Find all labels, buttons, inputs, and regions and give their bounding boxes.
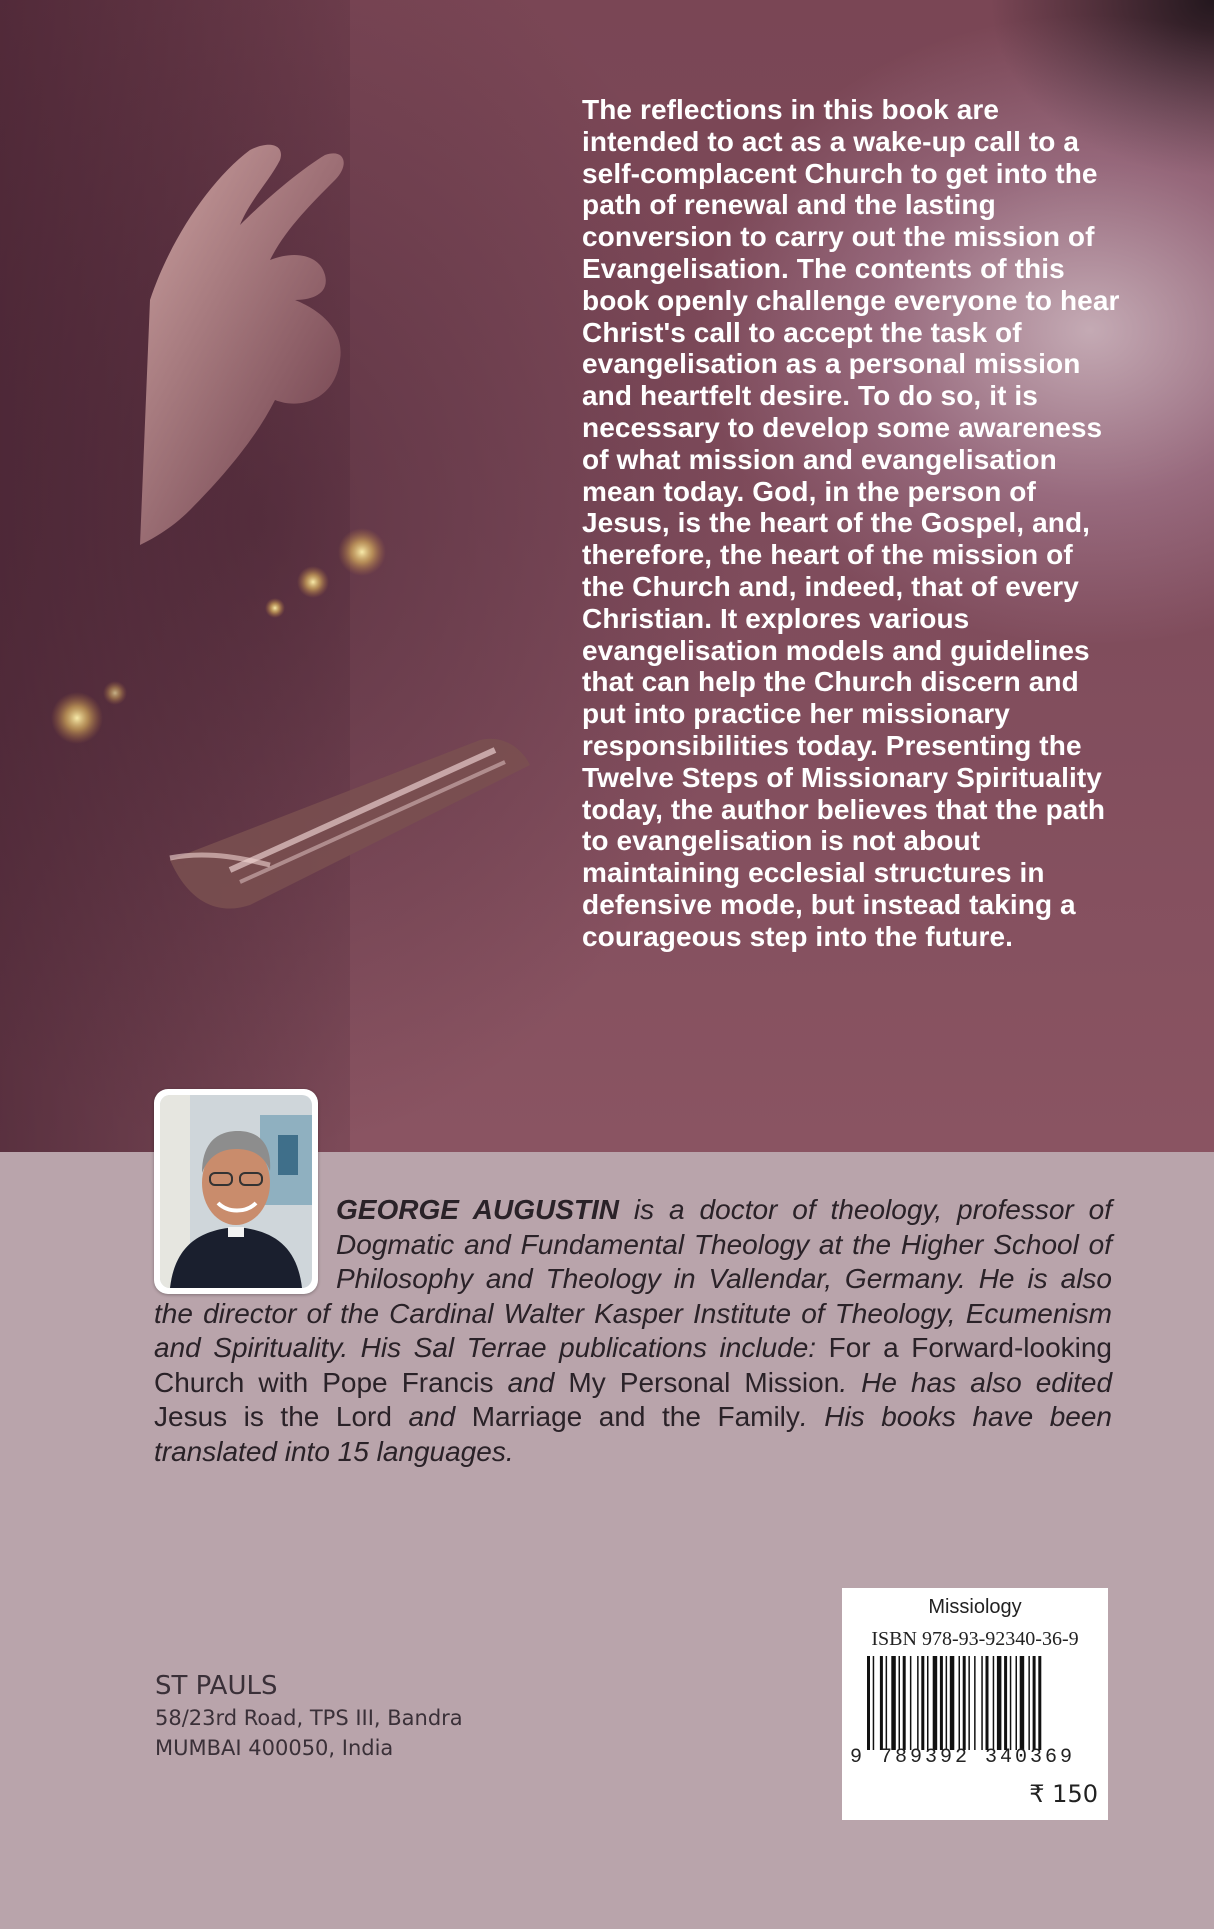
barcode-bar (940, 1656, 943, 1750)
barcode-bar (968, 1656, 970, 1750)
barcode-bar (927, 1656, 929, 1750)
subject-category: Missiology (928, 1596, 1022, 1618)
barcode-bar (997, 1656, 1002, 1750)
barcode-bar (950, 1656, 955, 1750)
publisher-address-line-2: MUMBAI 400050, India (155, 1736, 394, 1760)
barcode-bar (1038, 1656, 1041, 1750)
barcode-bar (1028, 1656, 1030, 1750)
open-book-shape (170, 739, 530, 909)
book-title-1: For a Forward-looking Church with Pope Francis (154, 1332, 1112, 1398)
back-cover-blurb: The reflections in this book are intended to act as a wake-up call to a self-complacent Church to get into the path of renewal and the lasting conversion to carry out the mission of Evangelisation. The contents of this book openly challenge everyone to hear Christ's call to accept the task of evangelisation as a personal mission and heartfelt desire. To do so, it is necessary to develop some awareness of what mission and evangelisation mean today. God, in the person of Jesus, is the heart of the Gospel, and, therefore, the heart of the mission of the Church and, indeed, that of every Christian. It explores various evangelisation models and guidelines that can help the Church discern and put into practice her missionary responsibilities today. Presenting the Twelve Steps of Missionary Spirituality today, the author believes that the path to evangelisation is not about maintaining ecclesial structures in defensive mode, but instead taking a courageous step into the future. (582, 94, 1120, 952)
bio-and-2: and (391, 1401, 472, 1432)
barcode-bar (993, 1656, 995, 1750)
barcode-bar (873, 1656, 875, 1750)
barcode-bar (1010, 1656, 1012, 1750)
publisher-name: ST PAULS (155, 1671, 278, 1701)
barcode-bar (1020, 1656, 1024, 1750)
book-title-2: My Personal Mission (568, 1366, 840, 1398)
barcode-bar (1033, 1656, 1036, 1750)
barcode-bar (910, 1656, 912, 1750)
barcode-bar (974, 1656, 976, 1750)
isbn-text: ISBN 978-93-92340-36-9 (871, 1628, 1079, 1650)
barcode-bar (886, 1656, 888, 1750)
barcode-bar (880, 1656, 883, 1750)
barcode-bar (986, 1656, 989, 1750)
barcode-bar (1016, 1656, 1018, 1750)
barcode-bar (946, 1656, 948, 1750)
barcode-bar (903, 1656, 906, 1750)
publisher-block (155, 1669, 463, 1763)
price: ₹ 150 (1029, 1780, 1098, 1808)
author-name: GEORGE AUGUSTIN (336, 1194, 620, 1225)
raised-hand-shape (140, 145, 344, 545)
barcode-digits: 9 789392 340369 (850, 1746, 1076, 1769)
bio-text-2: . He has also edited (839, 1366, 1113, 1398)
barcode-bar (899, 1656, 901, 1750)
barcode-bars (867, 1656, 1083, 1750)
barcode-bar (917, 1656, 919, 1750)
barcode-bar (867, 1656, 870, 1750)
barcode-bar (1004, 1656, 1007, 1750)
barcode-bar (921, 1656, 924, 1750)
author-bio (154, 1193, 1112, 1469)
barcode-bar (959, 1656, 961, 1750)
barcode-bar (963, 1656, 966, 1750)
bio-text-3: . His books have been translated into 15 languages. (154, 1401, 1112, 1467)
barcode-bar (933, 1656, 938, 1750)
publisher-address-line-1: 58/23rd Road, TPS III, Bandra (155, 1706, 463, 1730)
praying-hands-illustration (0, 0, 600, 1152)
barcode-bar (981, 1656, 983, 1750)
barcode-label (842, 1588, 1108, 1820)
book-title-3: Jesus is the Lord (154, 1401, 392, 1432)
book-title-4: Marriage and the Family (471, 1401, 800, 1432)
barcode-bar (891, 1656, 896, 1750)
bio-text-1: is a doctor of theology, professor of Dogmatic and Fundamental Theology at the Higher School of Philosophy and Theology in Vallendar, Germany. He is also the director of the Cardinal Walter Kasper Institute of Theology, Ecumenism and Spirituality. His Sal Terrae publications include: (154, 1194, 1112, 1363)
bio-and-1: and (493, 1366, 569, 1398)
